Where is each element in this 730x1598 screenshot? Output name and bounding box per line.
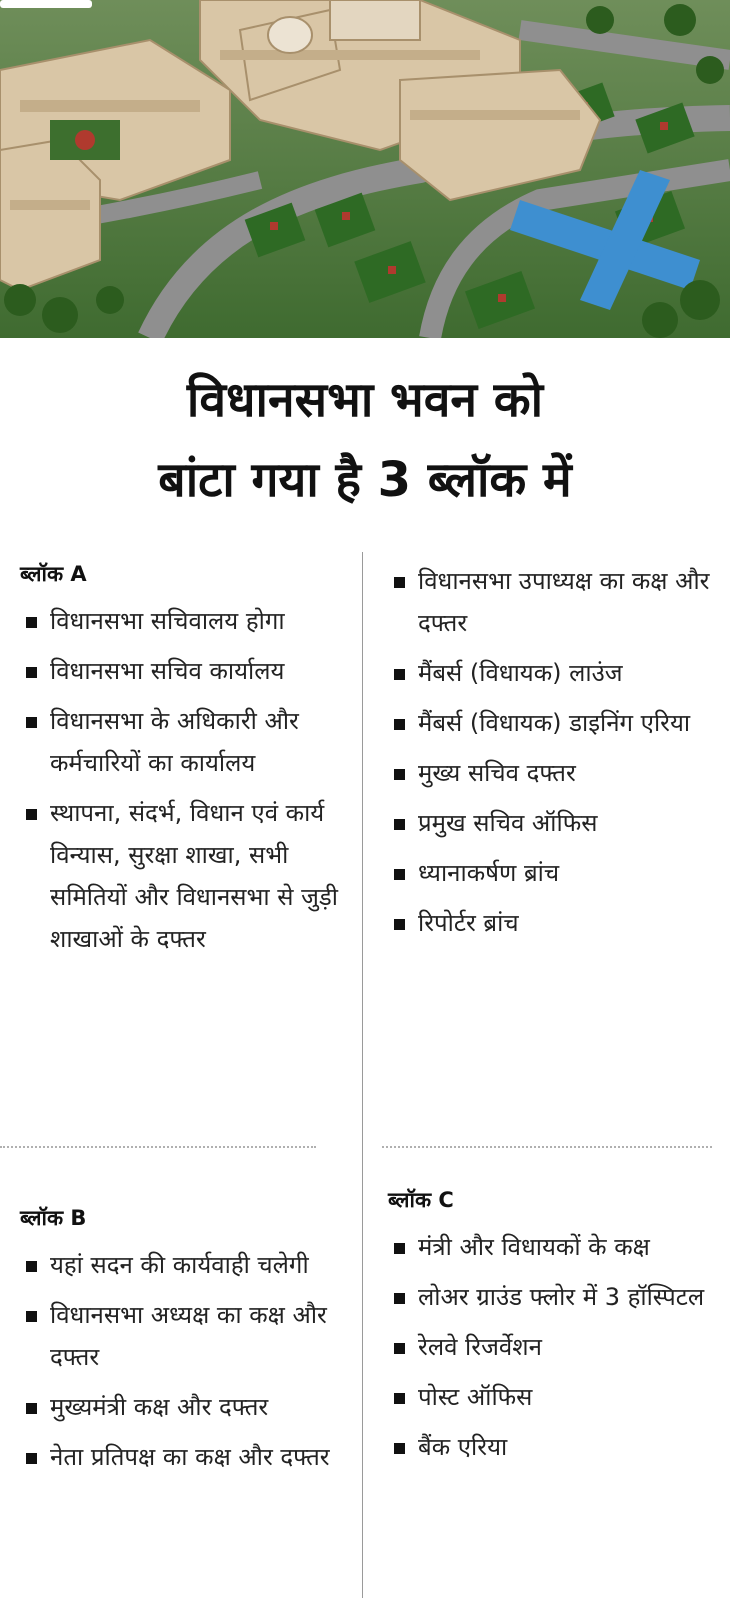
bullet-icon [26,667,37,678]
headline-line-1: विधानसभा भवन को [186,372,544,428]
bullet-icon [26,717,37,728]
building-aerial-image [0,0,730,338]
list-item-text: बैंक एरिया [418,1433,508,1461]
list-item [388,1376,718,1418]
list-item-text: मैंबर्स (विधायक) डाइनिंग एरिया [418,709,691,737]
list-item [20,1386,350,1428]
bullet-icon [394,1343,405,1354]
bullet-icon [394,1443,405,1454]
list-item [20,650,340,692]
headline [0,360,730,520]
bullet-icon [394,577,405,588]
list-item [388,802,718,844]
list-item-text: मुख्य सचिव दफ्तर [418,759,576,787]
block-c-heading: ब्लॉक C [388,1188,454,1212]
list-item-text: रेलवे रिजर्वेशन [418,1333,542,1361]
list-item [388,652,718,694]
block-a-section [20,560,340,968]
block-c-list [388,1226,718,1468]
block-b-section [20,1204,350,1486]
list-item [388,752,718,794]
block-c-separator [382,1146,712,1148]
list-item-text: स्थापना, संदर्भ, विधान एवं कार्य विन्यास, सुरक्षा शाखा, सभी समितियों और विधानसभा से जुड़ी शाखाओं के दफ्तर [50,799,338,953]
list-item-text: ध्यानाकर्षण ब्रांच [418,859,560,887]
list-item [388,852,718,894]
bullet-icon [26,1453,37,1464]
bullet-icon [394,769,405,780]
list-item [388,560,718,644]
bullet-icon [394,1243,405,1254]
list-item [20,600,340,642]
list-item-text: मंत्री और विधायकों के कक्ष [418,1233,650,1261]
headline-line-2: बांटा गया है 3 ब्लॉक में [158,452,572,508]
list-item-text: विधानसभा अध्यक्ष का कक्ष और दफ्तर [50,1301,327,1371]
block-b-heading: ब्लॉक B [20,1206,87,1230]
list-item-text: विधानसभा उपाध्यक्ष का कक्ष और दफ्तर [418,567,710,637]
list-item [388,702,718,744]
list-item [388,1276,718,1318]
bullet-icon [394,1293,405,1304]
list-item-text: विधानसभा सचिव कार्यालय [50,657,285,685]
list-item [20,1244,350,1286]
list-item [388,1226,718,1268]
list-item [20,792,340,960]
bullet-icon [26,1311,37,1322]
block-a-continued-list [388,560,718,944]
list-item [20,700,340,784]
bullet-icon [394,1393,405,1404]
bullet-icon [26,1403,37,1414]
column-divider [362,552,363,1598]
list-item-text: मैंबर्स (विधायक) लाउंज [418,659,623,687]
block-a-continued-section [388,560,718,952]
block-c-section [388,1186,718,1476]
block-b-list [20,1244,350,1478]
block-b-separator [0,1146,316,1148]
list-item-text: पोस्ट ऑफिस [418,1383,533,1411]
list-item-text: यहां सदन की कार्यवाही चलेगी [50,1251,309,1279]
block-a-heading: ब्लॉक A [20,562,87,586]
list-item-text: प्रमुख सचिव ऑफिस [418,809,598,837]
list-item-text: रिपोर्टर ब्रांच [418,909,519,937]
list-item [20,1436,350,1478]
list-item-text: नेता प्रतिपक्ष का कक्ष और दफ्तर [50,1443,330,1471]
list-item-text: विधानसभा सचिवालय होगा [50,607,285,635]
list-item-text: मुख्यमंत्री कक्ष और दफ्तर [50,1393,269,1421]
list-item [388,1326,718,1368]
bullet-icon [394,869,405,880]
bullet-icon [26,617,37,628]
block-a-list [20,600,340,960]
bullet-icon [26,809,37,820]
bullet-icon [26,1261,37,1272]
list-item [388,1426,718,1468]
list-item [388,902,718,944]
bullet-icon [394,669,405,680]
bullet-icon [394,919,405,930]
bullet-icon [394,819,405,830]
list-item-text: विधानसभा के अधिकारी और कर्मचारियों का कार्यालय [50,707,299,777]
list-item-text: लोअर ग्राउंड फ्लोर में 3 हॉस्पिटल [418,1283,705,1311]
list-item [20,1294,350,1378]
bullet-icon [394,719,405,730]
